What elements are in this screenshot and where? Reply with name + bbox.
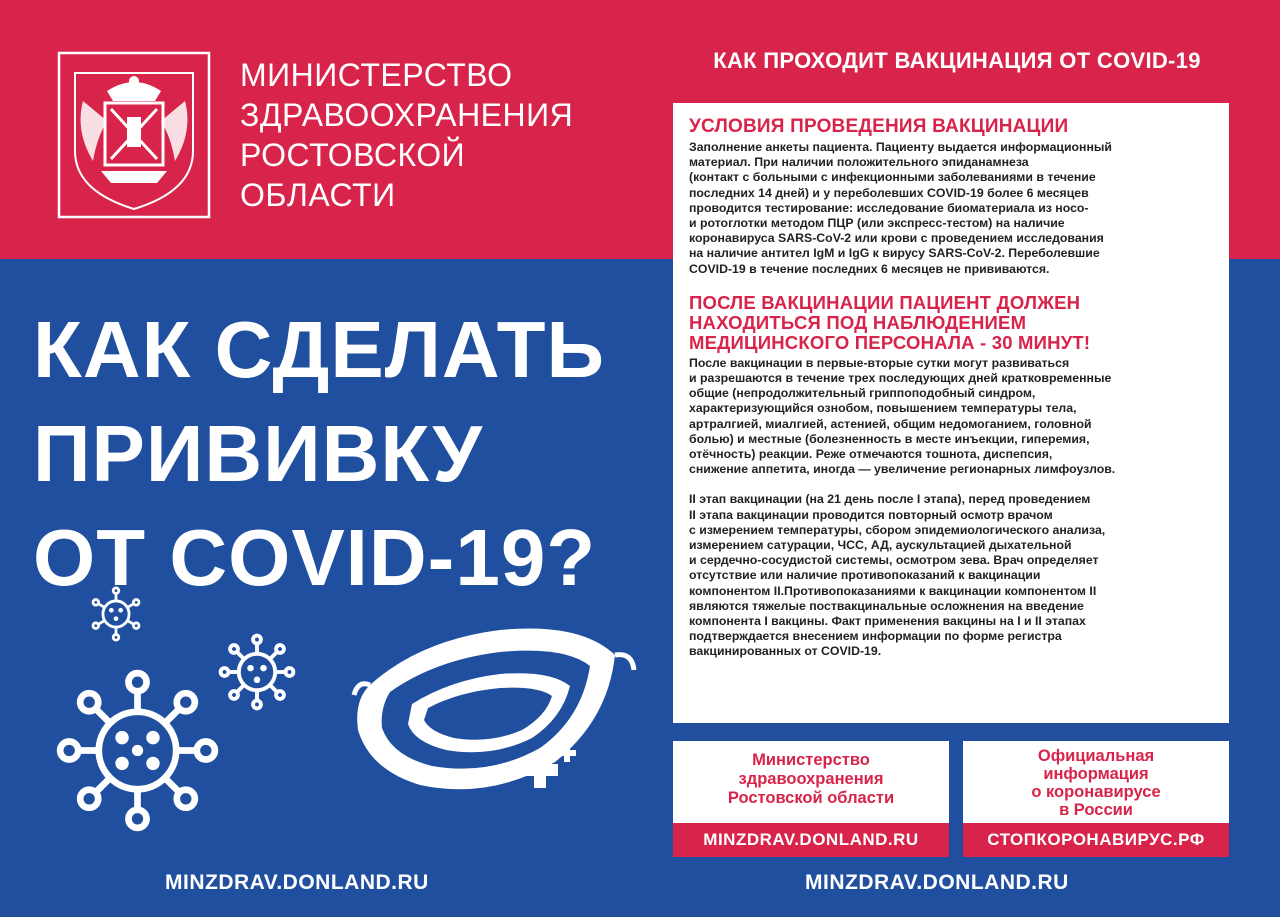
ministry-title (240, 55, 620, 215)
after-line: II этапа вакцинации проводится повторный осмотр врачом (689, 507, 1053, 522)
official-card-line: Официальная (1037, 747, 1155, 765)
conditions-line: COVID-19 в течение последних 6 месяцев не прививаются. (689, 261, 1050, 276)
after-paragraph-2 (689, 492, 1217, 659)
after-title-line: ПОСЛЕ ВАКЦИНАЦИИ ПАЦИЕНТ ДОЛЖЕН (689, 291, 1081, 313)
conditions-line: последних 14 дней) и у переболевших COVID-19 более 6 месяцев (689, 185, 1089, 200)
after-title-line: НАХОДИТЬСЯ ПОД НАБЛЮДЕНИЕМ (689, 311, 1027, 333)
headline-line-2: ПРИВИВКУ (33, 409, 483, 498)
conditions-line: на наличие антител IgM и IgG к вирусу SARS-CoV-2. Переболевшие (689, 246, 1100, 261)
ministry-line-4: ОБЛАСТИ (240, 177, 396, 213)
official-info-card (963, 741, 1229, 857)
after-line: подтверждается внесением информации по форме регистра (689, 629, 1062, 644)
medical-cross-icon (510, 742, 580, 804)
after-line: После вакцинации в первые-вторые сутки могут развиваться (689, 355, 1070, 370)
official-card-line: информация (1043, 765, 1149, 783)
footer-url-right[interactable]: MINZDRAV.DONLAND.RU (805, 871, 1069, 894)
after-line: с измерением температуры, сбором эпидемиологического анализа, (689, 522, 1106, 537)
after-vaccination-title (689, 293, 1217, 353)
official-card-line: о коронавирусе (1031, 783, 1161, 801)
after-line: II этап вакцинации (на 21 день после I этапа), перед проведением (689, 492, 1091, 507)
conditions-title: УСЛОВИЯ ПРОВЕДЕНИЯ ВАКЦИНАЦИИ (689, 116, 1069, 137)
ministry-line-3: РОСТОВСКОЙ (240, 137, 466, 173)
virus-icon (55, 668, 220, 833)
conditions-line: (контакт с больными с инфекционными заболеваниями в течение (689, 170, 1096, 185)
after-line: компонента I вакцины. Факт применения вакцины на I и II этапах (689, 614, 1086, 629)
conditions-line: проводится тестирование: исследование биоматериала из носо- (689, 200, 1089, 215)
conditions-line: и ротоглотки методом ПЦР (или экспресс-тестом) на наличие (689, 216, 1065, 231)
headline-line-3: ОТ COVID-19? (33, 513, 597, 602)
coat-of-arms-icon (57, 51, 211, 219)
official-card-link[interactable]: СТОПКОРОНАВИРУС.РФ (963, 823, 1229, 857)
after-title-line: МЕДИЦИНСКОГО ПЕРСОНАЛА - 30 МИНУТ! (689, 331, 1091, 353)
after-line: и сердечно-сосудистой системы, осмотром зева. Врач определяет (689, 553, 1099, 568)
conditions-line: Заполнение анкеты пациента. Пациенту выдается информационный (689, 140, 1112, 154)
official-card-line: в России (1059, 801, 1133, 819)
ministry-card (673, 741, 949, 857)
main-headline (33, 298, 653, 610)
after-line: измерением сатурации, ЧСС, АД, аускультацией дыхательной (689, 538, 1072, 553)
after-line: компонентом II.Противопоказаниями к вакцинации компонентом II (689, 583, 1097, 598)
conditions-text (689, 140, 1217, 277)
face-mask-icon (350, 600, 640, 820)
after-line: отсутствие или наличие противопоказаний к вакцинации (689, 568, 1041, 583)
virus-icon (218, 633, 296, 711)
headline-line-1: КАК СДЕЛАТЬ (33, 305, 606, 394)
after-line: отёчность) реакции. Реже отмечаются тошнота, диспепсия, (689, 447, 1053, 462)
ministry-line-1: МИНИСТЕРСТВО (240, 57, 513, 93)
info-panel (673, 103, 1229, 723)
footer-url-left[interactable]: MINZDRAV.DONLAND.RU (165, 871, 429, 894)
after-line: снижение аппетита, иногда — увеличение регионарных лимфоузлов. (689, 462, 1116, 477)
ministry-card-line: Министерство (752, 751, 870, 769)
after-line: характеризующийся ознобом, повышением температуры тела, (689, 401, 1077, 416)
vaccination-process-title: КАК ПРОХОДИТ ВАКЦИНАЦИЯ ОТ COVID-19 (713, 48, 1201, 73)
virus-icon (88, 586, 144, 642)
after-line: вакцинированных от COVID-19. (689, 644, 882, 659)
after-line: общие (непродолжительный гриппоподобный синдром, (689, 386, 1036, 401)
ministry-card-link[interactable]: MINZDRAV.DONLAND.RU (673, 823, 949, 857)
ministry-card-line: Ростовской области (727, 789, 895, 807)
conditions-line: материал. При наличии положительного эпиданамнеза (689, 155, 1029, 170)
ministry-line-2: ЗДРАВООХРАНЕНИЯ (240, 97, 574, 133)
after-line: являются тяжелые поствакцинальные осложнения на введение (689, 598, 1084, 613)
conditions-line: коронавируса SARS-CoV-2 или крови с проведением исследования (689, 231, 1104, 246)
after-paragraph-1 (689, 356, 1217, 478)
after-line: артралгией, миалгией, астенией, общим недомоганием, головной (689, 416, 1092, 431)
after-line: и разрешаются в течение трех последующих дней кратковременные (689, 371, 1112, 386)
after-line: болью) и местные (болезненность в месте инъекции, гиперемия, (689, 431, 1090, 446)
ministry-card-line: здравоохранения (738, 770, 884, 788)
